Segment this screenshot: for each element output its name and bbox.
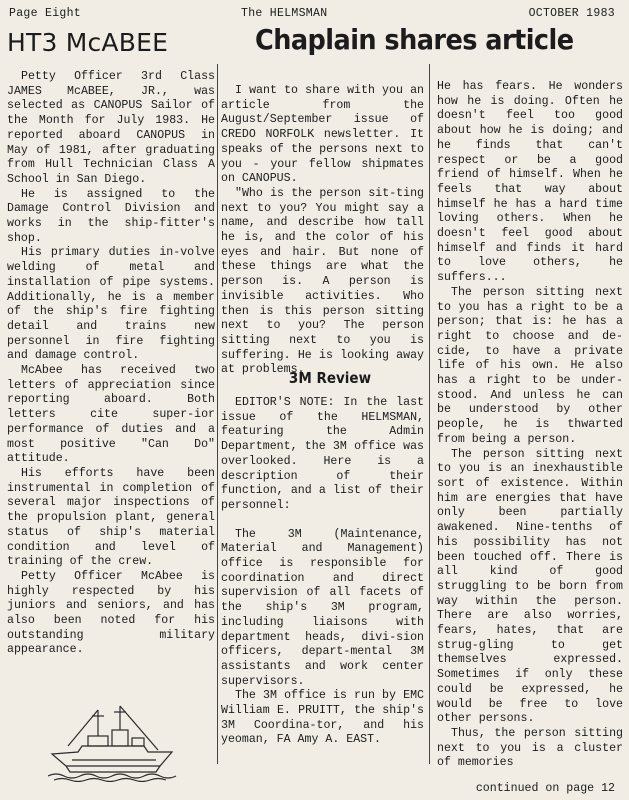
paragraph: McAbee has received two letters of appreciation since reporting aboard. Both letters cite super-ior performance of duties and a most positive "Can Do" attitude. [7, 364, 215, 466]
paragraph: Petty Officer McAbee is highly respected by his juniors and seniors, and has also been noted for his outstanding military appearance. [7, 569, 215, 657]
paragraph: I want to share with you an article from the August/September issue of CREDO NORFOLK newsletter. It speaks of the persons next to you - your fellow shipmates on CANOPUS. [221, 84, 424, 186]
column-divider [217, 64, 218, 764]
paragraph: He has fears. He wonders how he is doing. Often he doesn't feel too good about how he is doing; and he finds that can't respect or be a good friend of himself. When he feels that way about himself he has a hard time loving others. When he doesn't feel good about himself and finds it hard to love others, he suffers... [437, 80, 623, 285]
paragraph: His primary duties in-volve welding of metal and installation of pipe systems. Additionally, he is a member of the ship's fire fighting detail and trains new personnel in fire fighting and damage control. [7, 246, 215, 363]
ship-drawing-icon [48, 702, 178, 782]
column-divider [429, 64, 430, 764]
article-headline-mcabee: HT3 McABEE [7, 28, 169, 57]
paragraph: The 3M (Maintenance, Material and Management) office is responsible for coordination and direct supervision of all facets of the ship's 3M program, including liaisons with department heads, divi-sion officers, depart-mental 3M assistants and work center supervisors. [221, 527, 424, 688]
article-headline-3m-review: 3M Review [288, 369, 372, 387]
paragraph: "Who is the person sit-ting next to you? You might say a name, and describe how tall he is, and the color of his eyes and hair. But none of these things are what the person is. A person is invisible activities. Who then is this person sitting next to you? The person sitting next to you is suffering. He is looking away at problems. [221, 186, 424, 377]
page-number: Page Eight [9, 7, 82, 20]
paragraph: EDITOR'S NOTE: In the last issue of the HELMSMAN, featuring the Admin Department, the 3M office was overlooked. Here is a description of their function, and a list of their personnel: [221, 396, 424, 512]
paragraph: His efforts have been instrumental in completion of several major inspections of the propulsion plant, general status of ship's material condition and level of training of the crew. [7, 466, 215, 569]
paragraph: Thus, the person sitting next to you is a cluster of memories [437, 726, 623, 770]
paragraph: The person sitting next to you has a right to be a person; that is: he has a right to choose and de-cide, to have a private life of his own. He also has a right to be under-stood. And unless he can be understood by other people, he is thwarted from being a person. [437, 285, 623, 446]
article-body-chaplain-continued [437, 80, 623, 771]
article-body-chaplain [221, 84, 424, 378]
article-body-mcabee [7, 70, 215, 658]
article-body-3m-review [221, 396, 424, 748]
paragraph: Petty Officer 3rd Class JAMES McABEE, JR., was selected as CANOPUS Sailor of the Month for July 1983. He reported aboard CANOPUS in May of 1981, after graduating from Hull Technician Class A School in San Diego. [7, 70, 215, 186]
paragraph: The person sitting next to you is an inexhaustible sort of existence. Within him are energies that have only been partially awakened. Nine-tenths of his possibility has not been touched off. There is all kind of good struggling to be born from way within the person. There are also worries, fears, hates, that are strug-gling to get themselves expressed. Sometimes if only these could be expressed, he would be free to love other persons. [437, 447, 623, 726]
issue-date: OCTOBER 1983 [528, 7, 615, 20]
article-headline-chaplain: Chaplain shares article [255, 24, 574, 56]
paragraph: He is assigned to the Damage Control Division and works in the ship-fitter's shop. [7, 187, 215, 245]
continued-notice: continued on page 12 [475, 782, 615, 795]
paragraph: The 3M office is run by EMC William E. PRUITT, the ship's 3M Coordina-tor, and his yeoman, FA Amy A. EAST. [221, 689, 424, 747]
newsletter-title: The HELMSMAN [241, 7, 328, 20]
